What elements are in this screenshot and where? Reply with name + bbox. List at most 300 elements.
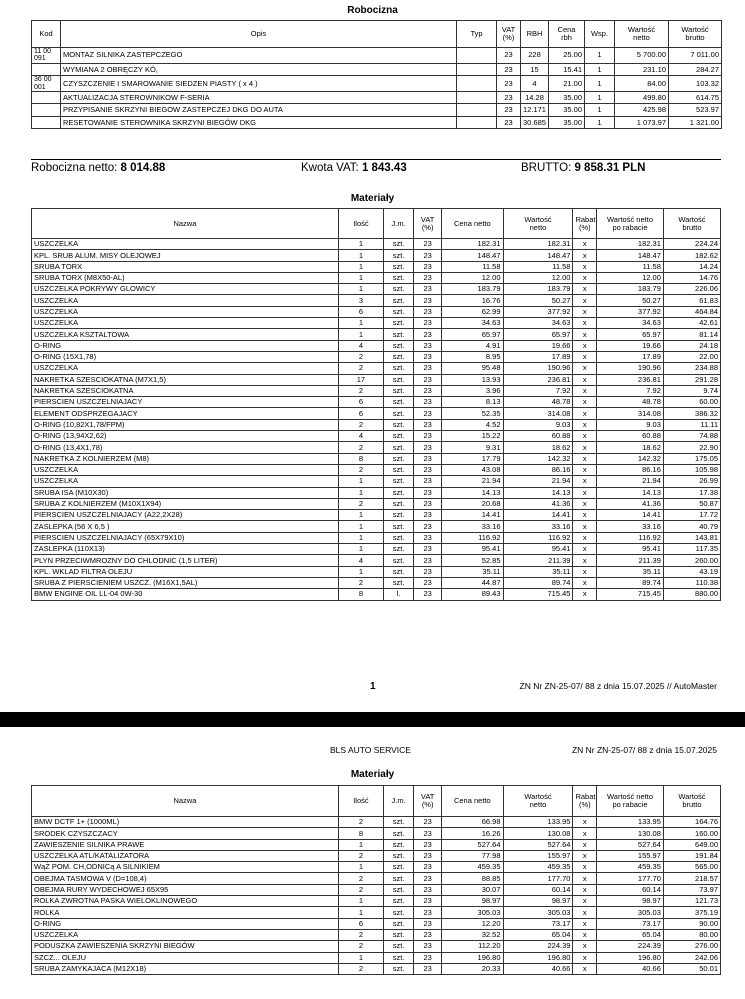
materials-cell-qty: 4	[338, 431, 383, 442]
labor-cell-typ	[457, 48, 497, 64]
materials-cell-net-after-discount: 190.96	[597, 363, 664, 374]
materials-cell-net: 34.63	[503, 318, 573, 329]
materials-cell-unit: szt.	[384, 850, 414, 861]
materials-header-cell: J.m.	[384, 786, 414, 817]
materials-cell-unit: szt.	[384, 318, 414, 329]
labor-cell-kod: 11 00 091	[32, 48, 61, 64]
table-row	[32, 963, 721, 974]
materials-cell-net: 196.80	[503, 952, 573, 963]
materials-cell-price: 95.48	[442, 363, 503, 374]
materials-cell-gross: 40.79	[663, 521, 720, 532]
materials-cell-gross: 143.81	[663, 532, 720, 543]
materials-cell-net-after-discount: 12.00	[597, 272, 664, 283]
materials-cell-price: 4.91	[442, 340, 503, 351]
materials-cell-qty: 2	[338, 385, 383, 396]
materials-cell-unit: szt.	[384, 442, 414, 453]
materials-cell-vat: 23	[414, 250, 442, 261]
materials-cell-gross: 50.01	[663, 963, 720, 974]
materials-cell-qty: 1	[338, 318, 383, 329]
labor-cell-rbh: 228	[521, 48, 549, 64]
materials-cell-gross: 42.61	[663, 318, 720, 329]
materials-cell-vat: 23	[414, 839, 442, 850]
materials-cell-net: 14.41	[503, 510, 573, 521]
materials-cell-price: 35.11	[442, 566, 503, 577]
materials-cell-gross: 880.00	[663, 589, 720, 600]
materials-header-cell: Cena netto	[442, 209, 503, 239]
materials-cell-unit: szt.	[384, 363, 414, 374]
materials-cell-vat: 23	[414, 408, 442, 419]
materials-cell-name: KPL. WKLAD FILTRA OLEJU	[32, 566, 339, 577]
materials-cell-discount: x	[573, 250, 597, 261]
materials-cell-net: 65.04	[503, 929, 573, 940]
table-row	[32, 374, 721, 385]
materials-cell-vat: 23	[414, 828, 442, 839]
materials-cell-qty: 4	[338, 555, 383, 566]
materials-cell-vat: 23	[414, 442, 442, 453]
materials-cell-name: O-RING (13,94X2,62)	[32, 431, 339, 442]
labor-cell-kod	[32, 116, 61, 129]
materials-cell-name: WąŻ POM. CH,ODNICą A SILNIKIEM	[32, 862, 339, 873]
materials-cell-discount: x	[573, 374, 597, 385]
table-row	[32, 577, 721, 588]
labor-table	[31, 20, 722, 129]
materials-cell-discount: x	[573, 351, 597, 362]
materials-cell-name: O-RING	[32, 918, 339, 929]
materials-cell-net: 224.39	[503, 941, 573, 952]
materials-cell-vat: 23	[414, 453, 442, 464]
materials-cell-net-after-discount: 65.04	[597, 929, 664, 940]
materials-cell-name: O-RING (13,4X1,78)	[32, 442, 339, 453]
materials-cell-gross: 260.00	[663, 555, 720, 566]
table-row	[32, 116, 722, 129]
materials-cell-name: ELEMENT ODSPRZEGAJACY	[32, 408, 339, 419]
document-reference: ZN Nr ZN-25-07/ 88 z dnia 15.07.2025	[571, 745, 717, 755]
materials-cell-net-after-discount: 11.58	[597, 261, 664, 272]
materials-cell-vat: 23	[414, 566, 442, 577]
labor-cell-netto: 84.00	[615, 76, 669, 92]
materials-cell-vat: 23	[414, 239, 442, 250]
materials-cell-price: 52.85	[442, 555, 503, 566]
table-row	[32, 318, 721, 329]
labor-cell-wsp: 1	[585, 116, 615, 129]
materials-cell-qty: 3	[338, 295, 383, 306]
materials-cell-net: 148.47	[503, 250, 573, 261]
labor-summary	[31, 159, 721, 176]
materials-cell-qty: 1	[338, 896, 383, 907]
labor-cell-vat: 23	[497, 116, 521, 129]
materials-cell-unit: szt.	[384, 431, 414, 442]
materials-cell-net: 18.62	[503, 442, 573, 453]
materials-cell-net-after-discount: 130.08	[597, 828, 664, 839]
materials-cell-price: 13.93	[442, 374, 503, 385]
materials-cell-name: USZCZELKA ATL/KATALIZATORA	[32, 850, 339, 861]
materials-cell-discount: x	[573, 862, 597, 873]
materials-cell-qty: 2	[338, 363, 383, 374]
materials-cell-unit: szt.	[384, 272, 414, 283]
materials-cell-unit: szt.	[384, 329, 414, 340]
materials-cell-unit: szt.	[384, 839, 414, 850]
materials-cell-unit: szt.	[384, 498, 414, 509]
materials-cell-discount: x	[573, 510, 597, 521]
materials-cell-name: ROLKA ZWROTNA PASKA WIELOKLINOWEGO	[32, 896, 339, 907]
materials-cell-net-after-discount: 9.03	[597, 419, 664, 430]
materials-cell-discount: x	[573, 487, 597, 498]
labor-cell-vat: 23	[497, 48, 521, 64]
materials-cell-discount: x	[573, 952, 597, 963]
materials-cell-discount: x	[573, 896, 597, 907]
labor-cell-opis: CZYSZCZENIE I SMAROWANIE SIEDZEN PIASTY ( x 4 )	[61, 76, 457, 92]
materials-cell-price: 44.87	[442, 577, 503, 588]
materials-cell-vat: 23	[414, 385, 442, 396]
table-row	[32, 442, 721, 453]
materials-cell-gross: 191.84	[663, 850, 720, 861]
materials-cell-gross: 182.62	[663, 250, 720, 261]
materials-cell-discount: x	[573, 850, 597, 861]
materials-cell-discount: x	[573, 839, 597, 850]
materials-cell-discount: x	[573, 521, 597, 532]
materials-cell-qty: 2	[338, 817, 383, 828]
materials-cell-discount: x	[573, 828, 597, 839]
table-row	[32, 76, 722, 92]
materials-cell-net-after-discount: 89.74	[597, 577, 664, 588]
materials-header-cell: Nazwa	[32, 786, 339, 817]
materials-cell-discount: x	[573, 239, 597, 250]
materials-cell-vat: 23	[414, 589, 442, 600]
materials-cell-price: 196.80	[442, 952, 503, 963]
labor-cell-wsp: 1	[585, 63, 615, 76]
table-row	[32, 306, 721, 317]
materials-cell-gross: 9.74	[663, 385, 720, 396]
materials-cell-unit: szt.	[384, 941, 414, 952]
materials-cell-vat: 23	[414, 873, 442, 884]
materials-cell-vat: 23	[414, 941, 442, 952]
materials-cell-discount: x	[573, 589, 597, 600]
table-row	[32, 498, 721, 509]
materials-cell-discount: x	[573, 408, 597, 419]
materials-cell-discount: x	[573, 329, 597, 340]
labor-cell-vat: 23	[497, 63, 521, 76]
materials-cell-discount: x	[573, 453, 597, 464]
table-row	[32, 284, 721, 295]
materials-cell-price: 62.99	[442, 306, 503, 317]
labor-header-cell: RBH	[521, 21, 549, 48]
materials-cell-gross: 26.99	[663, 476, 720, 487]
materials-cell-discount: x	[573, 963, 597, 974]
materials-cell-gross: 74.88	[663, 431, 720, 442]
materials-cell-name: SZCZ... OLEJU	[32, 952, 339, 963]
materials-cell-net: 35.11	[503, 566, 573, 577]
materials-cell-price: 148.47	[442, 250, 503, 261]
materials-cell-qty: 1	[338, 487, 383, 498]
materials-cell-gross: 242.06	[663, 952, 720, 963]
materials-cell-price: 4.52	[442, 419, 503, 430]
materials-cell-vat: 23	[414, 862, 442, 873]
materials-cell-net-after-discount: 527.64	[597, 839, 664, 850]
materials-cell-discount: x	[573, 566, 597, 577]
materials-cell-net: 133.95	[503, 817, 573, 828]
materials-cell-gross: 276.00	[663, 941, 720, 952]
materials-table	[31, 208, 721, 601]
invoice-page-2	[0, 727, 745, 999]
materials-cell-unit: szt.	[384, 476, 414, 487]
labor-vat: Kwota VAT: 1 843.43	[301, 162, 407, 174]
materials-cell-discount: x	[573, 442, 597, 453]
materials-cell-name: USZCZELKA	[32, 318, 339, 329]
materials-cell-name: USZCZELKA	[32, 929, 339, 940]
materials-cell-net: 73.17	[503, 918, 573, 929]
labor-cell-opis: RESETOWANIE STEROWNIKA SKRZYNI BIEGÓW DKG	[61, 116, 457, 129]
materials-cell-net: 116.92	[503, 532, 573, 543]
materials-cell-net-after-discount: 211.39	[597, 555, 664, 566]
materials-cell-unit: szt.	[384, 453, 414, 464]
materials-cell-unit: szt.	[384, 261, 414, 272]
materials-cell-unit: szt.	[384, 555, 414, 566]
materials-cell-price: 88.85	[442, 873, 503, 884]
materials-cell-gross: 224.24	[663, 239, 720, 250]
materials-cell-qty: 1	[338, 862, 383, 873]
materials-cell-name: PIERSCIEN USZCZELNIAJACY	[32, 397, 339, 408]
materials-cell-name: KPL. SRUB ALUM. MISY OLEJOWEJ	[32, 250, 339, 261]
materials-cell-vat: 23	[414, 498, 442, 509]
materials-header-cell: Wartość netto po rabacie	[597, 209, 664, 239]
table-row	[32, 250, 721, 261]
table-row	[32, 817, 721, 828]
labor-cell-cena: 21.00	[549, 76, 585, 92]
materials-cell-vat: 23	[414, 555, 442, 566]
materials-cell-vat: 23	[414, 963, 442, 974]
materials-cell-name: USZCZELKA	[32, 464, 339, 475]
materials-cell-net: 60.88	[503, 431, 573, 442]
materials-cell-discount: x	[573, 464, 597, 475]
materials-cell-name: ZASLEPKA (56 X 6,5 )	[32, 521, 339, 532]
materials-cell-vat: 23	[414, 850, 442, 861]
table-row	[32, 363, 721, 374]
materials-cell-discount: x	[573, 929, 597, 940]
document-reference: ZN Nr ZN-25-07/ 88 z dnia 15.07.2025 // AutoMaster	[519, 681, 717, 691]
materials-cell-qty: 1	[338, 907, 383, 918]
labor-cell-brutto: 1 321.00	[669, 116, 722, 129]
materials-cell-net: 89.74	[503, 577, 573, 588]
materials-cell-qty: 1	[338, 521, 383, 532]
table-row	[32, 532, 721, 543]
materials-cell-discount: x	[573, 261, 597, 272]
materials-cell-vat: 23	[414, 476, 442, 487]
materials-cell-gross: 649.00	[663, 839, 720, 850]
materials-cell-vat: 23	[414, 918, 442, 929]
materials-cell-name: ZAWIESZENIE SILNIKA PRAWE	[32, 839, 339, 850]
materials-cell-unit: szt.	[384, 521, 414, 532]
materials-cell-qty: 2	[338, 941, 383, 952]
materials-cell-net: 21.94	[503, 476, 573, 487]
materials-cell-qty: 1	[338, 284, 383, 295]
materials-cell-discount: x	[573, 817, 597, 828]
materials-cell-name: SRUBA ISA (M10X30)	[32, 487, 339, 498]
labor-cell-rbh: 30.685	[521, 116, 549, 129]
materials-cell-net-after-discount: 196.80	[597, 952, 664, 963]
materials-cell-net-after-discount: 182.31	[597, 239, 664, 250]
table-row	[32, 941, 721, 952]
materials-cell-price: 20.33	[442, 963, 503, 974]
materials-cell-vat: 23	[414, 577, 442, 588]
labor-section-title: Robocizna	[347, 5, 398, 16]
materials-header-cell: Rabat (%)	[573, 209, 597, 239]
materials-cell-vat: 23	[414, 896, 442, 907]
table-row	[32, 476, 721, 487]
materials-cell-net-after-discount: 19.66	[597, 340, 664, 351]
table-row	[32, 453, 721, 464]
materials-cell-vat: 23	[414, 340, 442, 351]
materials-cell-name: USZCZELKA	[32, 239, 339, 250]
materials-cell-discount: x	[573, 498, 597, 509]
table-row	[32, 351, 721, 362]
materials-cell-vat: 23	[414, 544, 442, 555]
materials-cell-unit: szt.	[384, 963, 414, 974]
table-row	[32, 261, 721, 272]
table-row	[32, 896, 721, 907]
materials-cell-price: 9.31	[442, 442, 503, 453]
materials-cell-net-after-discount: 155.97	[597, 850, 664, 861]
materials-cell-discount: x	[573, 555, 597, 566]
table-row	[32, 544, 721, 555]
materials-cell-name: USZCZELKA	[32, 295, 339, 306]
materials-cell-gross: 17.38	[663, 487, 720, 498]
materials-cell-unit: szt.	[384, 397, 414, 408]
materials-cell-qty: 1	[338, 510, 383, 521]
materials-cell-net: 459.35	[503, 862, 573, 873]
materials-cell-gross: 50.87	[663, 498, 720, 509]
materials-cell-price: 459.35	[442, 862, 503, 873]
materials-cell-net: 190.96	[503, 363, 573, 374]
materials-cell-price: 34.63	[442, 318, 503, 329]
materials-cell-qty: 1	[338, 544, 383, 555]
labor-cell-netto: 231.10	[615, 63, 669, 76]
labor-cell-netto: 499.80	[615, 91, 669, 104]
materials-cell-net: 9.03	[503, 419, 573, 430]
materials-cell-discount: x	[573, 577, 597, 588]
materials-cell-unit: l.	[384, 589, 414, 600]
materials-cell-net-after-discount: 17.89	[597, 351, 664, 362]
labor-cell-brutto: 7 011.00	[669, 48, 722, 64]
materials-cell-gross: 375.19	[663, 907, 720, 918]
materials-cell-qty: 1	[338, 329, 383, 340]
labor-cell-rbh: 4	[521, 76, 549, 92]
materials-header-cell: J.m.	[384, 209, 414, 239]
materials-cell-vat: 23	[414, 929, 442, 940]
materials-cell-discount: x	[573, 476, 597, 487]
materials-cell-net-after-discount: 116.92	[597, 532, 664, 543]
materials-cell-gross: 22.90	[663, 442, 720, 453]
materials-cell-price: 14.13	[442, 487, 503, 498]
table-row	[32, 839, 721, 850]
materials-cell-net: 40.66	[503, 963, 573, 974]
materials-cell-net: 95.41	[503, 544, 573, 555]
materials-cell-name: SRUBA TORX (M8X50-AL)	[32, 272, 339, 283]
materials-header-cell: Nazwa	[32, 209, 339, 239]
materials-cell-gross: 175.05	[663, 453, 720, 464]
materials-cell-net-after-discount: 41.36	[597, 498, 664, 509]
labor-header-cell: Kod	[32, 21, 61, 48]
materials-cell-price: 305.03	[442, 907, 503, 918]
materials-cell-unit: szt.	[384, 351, 414, 362]
materials-cell-vat: 23	[414, 464, 442, 475]
labor-cell-netto: 425.98	[615, 104, 669, 117]
labor-header-cell: Wartość brutto	[669, 21, 722, 48]
materials-cell-unit: szt.	[384, 929, 414, 940]
labor-header-cell: Cena rbh	[549, 21, 585, 48]
table-row	[32, 48, 722, 64]
materials-cell-qty: 2	[338, 419, 383, 430]
materials-cell-unit: szt.	[384, 295, 414, 306]
materials-cell-name: NAKRETKA SZESCIOKATNA	[32, 385, 339, 396]
materials-cell-name: USZCZELKA POKRYWY GLOWICY	[32, 284, 339, 295]
table-row	[32, 510, 721, 521]
materials-cell-vat: 23	[414, 374, 442, 385]
materials-cell-unit: szt.	[384, 544, 414, 555]
materials-cell-name: PIERSCIEN USZCZELNIAJACY (65X79X10)	[32, 532, 339, 543]
materials-cell-qty: 1	[338, 566, 383, 577]
materials-cell-price: 527.64	[442, 839, 503, 850]
materials-cell-net-after-discount: 7.92	[597, 385, 664, 396]
materials-cell-price: 17.79	[442, 453, 503, 464]
table-row	[32, 419, 721, 430]
labor-cell-cena: 15.41	[549, 63, 585, 76]
materials-cell-qty: 2	[338, 498, 383, 509]
materials-cell-name: PLYN PRZECIWMROZNY DO CHLODNIC (1,5 LITER)	[32, 555, 339, 566]
materials-cell-name: O-RING (10,82X1,78/FPM)	[32, 419, 339, 430]
materials-cell-price: 21.94	[442, 476, 503, 487]
labor-netto: Robocizna netto: 8 014.88	[31, 162, 166, 174]
labor-header-cell: Opis	[61, 21, 457, 48]
labor-cell-typ	[457, 116, 497, 129]
materials-cell-net-after-discount: 224.39	[597, 941, 664, 952]
labor-cell-brutto: 523.97	[669, 104, 722, 117]
labor-cell-cena: 35.00	[549, 91, 585, 104]
materials-cell-qty: 6	[338, 408, 383, 419]
materials-cell-discount: x	[573, 272, 597, 283]
table-row	[32, 340, 721, 351]
materials-section-title: Materiały	[350, 193, 395, 204]
materials-cell-discount: x	[573, 363, 597, 374]
materials-cell-unit: szt.	[384, 239, 414, 250]
materials-cell-unit: szt.	[384, 464, 414, 475]
materials-cell-net-after-discount: 35.11	[597, 566, 664, 577]
materials-cell-vat: 23	[414, 329, 442, 340]
labor-cell-wsp: 1	[585, 48, 615, 64]
table-row	[32, 589, 721, 600]
materials-cell-unit: szt.	[384, 828, 414, 839]
materials-cell-net: 183.79	[503, 284, 573, 295]
materials-cell-gross: 218.57	[663, 873, 720, 884]
materials-cell-net-after-discount: 60.88	[597, 431, 664, 442]
materials-cell-name: O-RING	[32, 340, 339, 351]
materials-cell-net-after-discount: 95.41	[597, 544, 664, 555]
materials-cell-gross: 22.00	[663, 351, 720, 362]
labor-header-cell: Wartość netto	[615, 21, 669, 48]
labor-cell-rbh: 14.28	[521, 91, 549, 104]
materials-cell-name: OBEJMA TASMOWA V (D=108,4)	[32, 873, 339, 884]
labor-cell-typ	[457, 76, 497, 92]
materials-cell-discount: x	[573, 884, 597, 895]
materials-cell-vat: 23	[414, 306, 442, 317]
materials-cell-price: 16.76	[442, 295, 503, 306]
materials-cell-unit: szt.	[384, 340, 414, 351]
materials-cell-net-after-discount: 459.35	[597, 862, 664, 873]
materials-cell-name: USZCZELKA KSZTALTOWA	[32, 329, 339, 340]
materials-cell-gross: 73.97	[663, 884, 720, 895]
materials-cell-net-after-discount: 86.16	[597, 464, 664, 475]
materials-cell-qty: 8	[338, 828, 383, 839]
materials-cell-gross: 90.00	[663, 918, 720, 929]
